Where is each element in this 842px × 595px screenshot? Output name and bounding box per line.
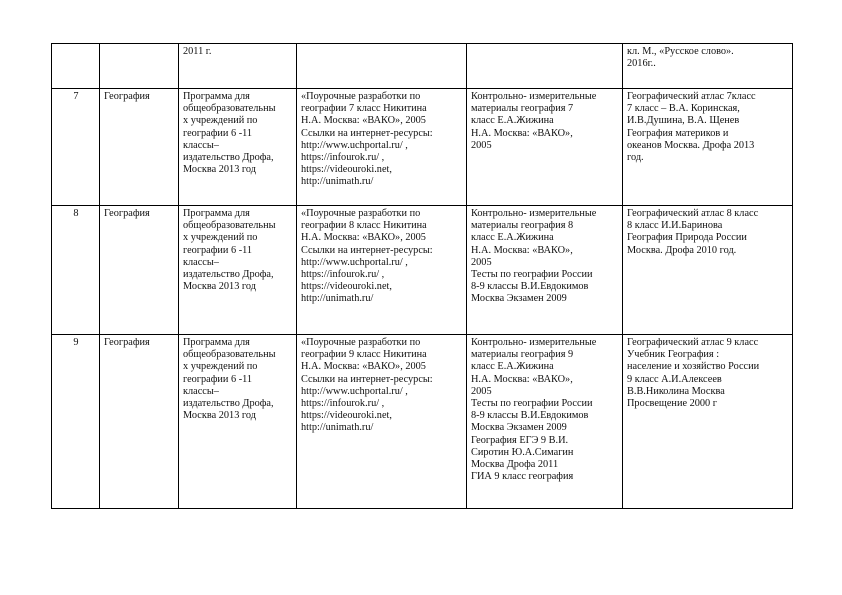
cell-text-line: класс Е.А.Жижина [471,115,554,127]
cell-text-line: Москва Экзамен 2009 [471,293,567,305]
cell-text-line: Москва 2013 год [183,164,256,176]
cell-text-line: Н.А. Москва: «ВАКО», 2005 [301,361,426,373]
additional-literature-cell [623,44,793,89]
cell-text-line[interactable]: http://www.uchportal.ru/ , [301,385,408,397]
control-materials-cell [467,206,623,335]
cell-text-line: географии 6 -11 [183,244,253,256]
cell-text-line: Москва Экзамен 2009 [471,422,567,434]
cell-text-line[interactable]: https://videouroki.net, [301,410,392,422]
cell-text-line: географии 7 класс Никитина [301,103,427,115]
cell-text-line: Географический атлас 7класс [627,91,756,102]
cell-text-line: «Поурочные разработки по [301,208,421,219]
cell-text-line: Просвещение 2000 г [627,398,717,410]
cell-text-line: 2005 [471,139,492,151]
methodical-cell [297,206,467,335]
cell-text-line: 2005 [471,385,492,397]
cell-text-line: В.В.Николина Москва [627,385,725,397]
cell-text-line: географии 8 класс Никитина [301,220,427,232]
cell-text-line: Программа для [183,91,250,102]
methodical-cell [297,335,467,509]
cell-text-line[interactable]: https://infourok.ru/ , [301,269,385,281]
cell-text-line: Москва. Дрофа 2010 год. [627,244,737,256]
program-cell [179,89,297,206]
row-number-cell: 9 [52,335,100,509]
cell-text-line: Учебник География : [627,349,720,361]
cell-text-line: классы– [183,385,219,397]
table-row-grade-9 [52,335,793,509]
cell-text-line: Н.А. Москва: «ВАКО», [471,127,573,139]
cell-text-line: Контрольно- измерительные [471,337,597,348]
cell-text-line[interactable]: https://infourok.ru/ , [301,152,385,164]
program-cell [179,206,297,335]
cell-text-line: классы– [183,139,219,151]
cell-text-line: Тесты по географии России [471,398,593,410]
cell-text-line: 7 класс – В.А. Коринская, [627,103,740,115]
cell-text-line: географии 6 -11 [183,127,253,139]
cell-text-line: И.В.Душина, В.А. Щенев [627,115,740,127]
subject-cell: География [100,335,179,509]
cell-text-line[interactable]: http://www.uchportal.ru/ , [301,256,408,268]
cell-text-line: Тесты по географии России [471,269,593,281]
methodical-cell [297,89,467,206]
cell-text-line: Географический атлас 8 класс [627,208,759,219]
cell-text-line: материалы география 7 [471,103,574,115]
cell-text-line: х учреждений по [183,361,258,373]
table-row-grade-8 [52,206,793,335]
cell-text-line: Ссылки на интернет-ресурсы: [301,127,433,139]
cell-text-line: География Природа России [627,232,747,244]
resources-table [51,43,793,509]
cell-text-line: население и хозяйство России [627,361,760,373]
cell-text-line: кл. М., «Русское слово». [627,46,734,57]
control-materials-cell [467,89,623,206]
cell-text-line: Программа для [183,337,250,348]
cell-text-line: материалы география 9 [471,349,574,361]
cell-text-line: Москва Дрофа 2011 [471,459,559,471]
cell-text-line: общеобразовательны [183,220,276,232]
cell-text-line[interactable]: http://www.uchportal.ru/ , [301,139,408,151]
cell-text-line: х учреждений по [183,232,258,244]
cell-text-line: 8-9 классы В.И.Евдокимов [471,410,589,422]
cell-text-line: 9 класс А.И.Алексеев [627,373,722,385]
additional-literature-cell [623,206,793,335]
cell-text-line[interactable]: http://unimath.ru/ [301,293,374,305]
additional-literature-cell [623,89,793,206]
cell-text-line: Москва 2013 год [183,410,256,422]
cell-text-line: Н.А. Москва: «ВАКО», [471,373,573,385]
row-number-cell: 7 [52,89,100,206]
cell-text-line[interactable]: https://infourok.ru/ , [301,398,385,410]
cell-text-line: 2005 [471,256,492,268]
cell-text-line: Ссылки на интернет-ресурсы: [301,244,433,256]
cell-text-line: класс Е.А.Жижина [471,232,554,244]
cell-text-line: 2011 г. [183,46,212,57]
control-materials-cell [467,335,623,509]
cell-text-line: общеобразовательны [183,349,276,361]
cell-text-line: материалы география 8 [471,220,574,232]
cell-text-line: География материков и [627,127,729,139]
program-cell [179,44,297,89]
cell-text-line: Н.А. Москва: «ВАКО», 2005 [301,115,426,127]
subject-cell: География [100,89,179,206]
cell-text-line: 2016г.. [627,58,656,70]
cell-text-line[interactable]: http://unimath.ru/ [301,176,374,188]
program-cell [179,335,297,509]
cell-text-line: 8 класс И.И.Баринова [627,220,723,232]
cell-text-line: издательство Дрофа, [183,269,274,281]
cell-text-line: географии 6 -11 [183,373,253,385]
cell-text-line: Программа для [183,208,250,219]
table-row-grade-7 [52,89,793,206]
cell-text-line: Москва 2013 год [183,281,256,293]
cell-text-line: год. [627,152,644,164]
cell-text-line: классы– [183,256,219,268]
cell-text-line: класс Е.А.Жижина [471,361,554,373]
table-row-continuation [52,44,793,89]
cell-text-line: Контрольно- измерительные [471,91,597,102]
cell-text-line: Ссылки на интернет-ресурсы: [301,373,433,385]
control-materials-cell [467,44,623,89]
cell-text-line: общеобразовательны [183,103,276,115]
cell-text-line: издательство Дрофа, [183,398,274,410]
row-number-cell [52,44,100,89]
additional-literature-cell [623,335,793,509]
cell-text-line[interactable]: https://videouroki.net, [301,281,392,293]
cell-text-line: «Поурочные разработки по [301,337,421,348]
cell-text-line: издательство Дрофа, [183,152,274,164]
subject-cell: География [100,206,179,335]
cell-text-line: «Поурочные разработки по [301,91,421,102]
row-number-cell: 8 [52,206,100,335]
cell-text-line: х учреждений по [183,115,258,127]
cell-text-line: Н.А. Москва: «ВАКО», 2005 [301,232,426,244]
cell-text-line: 8-9 классы В.И.Евдокимов [471,281,589,293]
cell-text-line[interactable]: http://unimath.ru/ [301,422,374,434]
cell-text-line: Н.А. Москва: «ВАКО», [471,244,573,256]
cell-text-line: океанов Москва. Дрофа 2013 [627,139,755,151]
cell-text-line[interactable]: https://videouroki.net, [301,164,392,176]
subject-cell [100,44,179,89]
cell-text-line: Контрольно- измерительные [471,208,597,219]
cell-text-line: географии 9 класс Никитина [301,349,427,361]
cell-text-line: Географический атлас 9 класс [627,337,759,348]
cell-text-line: География ЕГЭ 9 В.И. [471,434,569,446]
cell-text-line: Сиротин Ю.А.Симагин [471,446,574,458]
cell-text-line: ГИА 9 класс география [471,471,574,483]
methodical-cell [297,44,467,89]
